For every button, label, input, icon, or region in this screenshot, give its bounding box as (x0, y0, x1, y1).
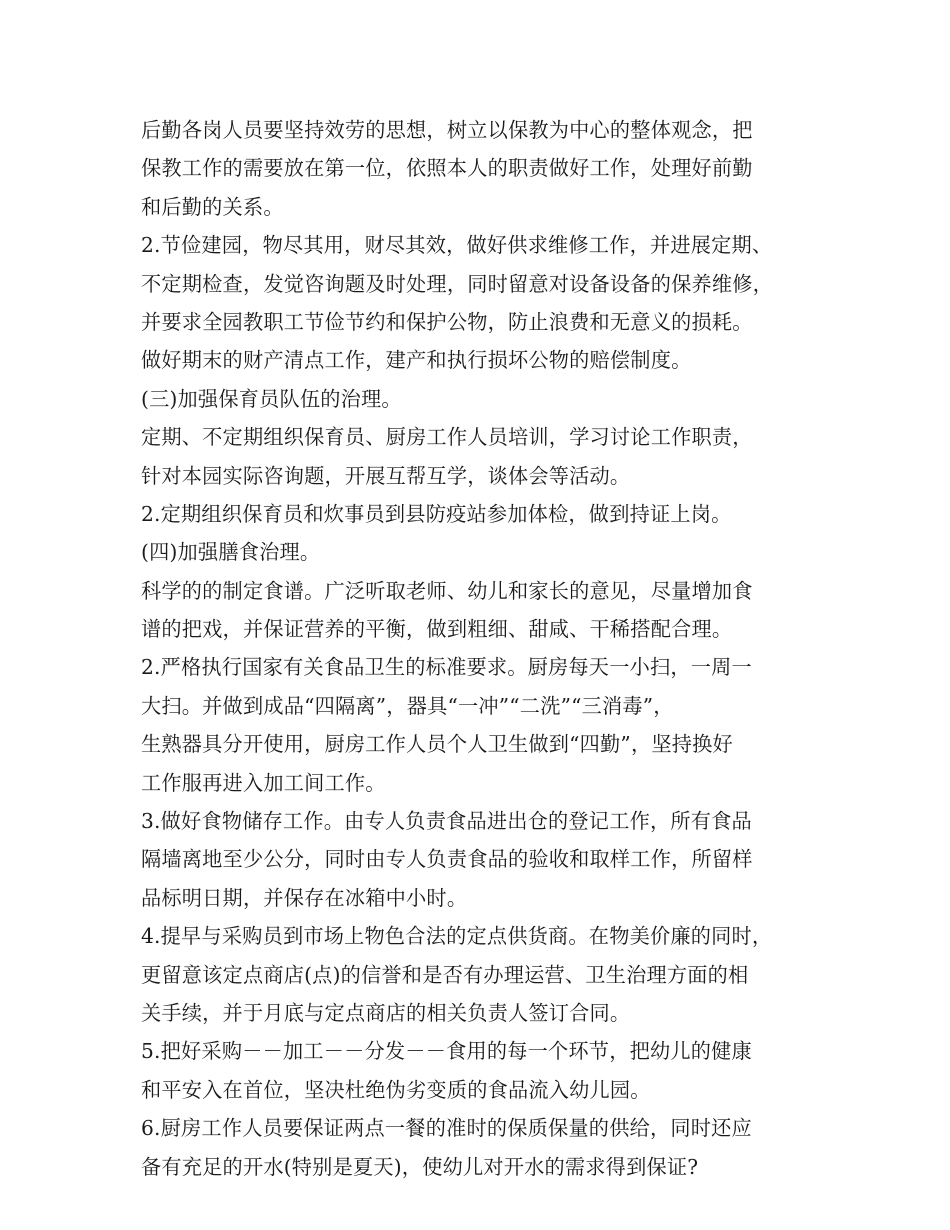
text-line: 做好期末的财产清点工作，建产和执行损坏公物的赔偿制度。 (141, 348, 692, 373)
text-line: 定期、不定期组织保育员、厨房工作人员培训，学习讨论工作职责， (141, 425, 753, 450)
text-line: 不定期检查，发觉咨询题及时处理，同时留意对设备设备的保养维修， (141, 271, 774, 296)
text-line: 保教工作的需要放在第一位，依照本人的职责做好工作，处理好前勤 (141, 156, 753, 181)
text-line: 5.把好采购－－加工－－分发－－食用的每一个环节，把幼儿的健康 (141, 1039, 752, 1064)
document-body (141, 111, 821, 1186)
text-line: 4.提早与采购员到市场上物色合法的定点供货商。在物美价廉的同时， (141, 924, 773, 949)
text-line: 6.厨房工作人员要保证两点一餐的准时的保质保量的供给，同时还应 (141, 1116, 752, 1141)
text-line: 科学的的制定食谱。广泛听取老师、幼儿和家长的意见，尽量增加食 (141, 578, 753, 603)
text-line: 更留意该定点商店(点)的信誉和是否有办理运营、卫生治理方面的相 (141, 962, 749, 987)
text-line: 大扫。并做到成品“四隔离”，器具“一冲”“二洗”“三消毒”， (141, 693, 674, 718)
text-line: 3.做好食物储存工作。由专人负责食品进出仓的登记工作，所有食品 (141, 809, 752, 834)
text-line: 谱的把戏，并保证营养的平衡，做到粗细、甜咸、干稀搭配合理。 (141, 617, 733, 642)
text-line: 关手续，并于月底与定点商店的相关负责人签订合同。 (141, 1000, 631, 1025)
text-line: 2.严格执行国家有关食品卫生的标准要求。厨房每天一小扫，一周一 (141, 655, 752, 680)
text-line: 并要求全园教职工节俭节约和保护公物，防止浪费和无意义的损耗。 (141, 309, 753, 334)
section-heading: (四)加强膳食治理。 (141, 540, 321, 565)
text-line: 生熟器具分开使用，厨房工作人员个人卫生做到“四勤”，坚持换好 (141, 732, 733, 757)
text-line: 备有充足的开水(特别是夏天)，使幼儿对开水的需求得到保证? (141, 1154, 699, 1179)
text-line: 2.定期组织保育员和炊事员到县防疫站参加体检，做到持证上岗。 (141, 501, 732, 526)
text-line: 针对本园实际咨询题，开展互帮互学，谈体会等活动。 (141, 463, 631, 488)
section-heading: (三)加强保育员队伍的治理。 (141, 386, 402, 411)
text-line: 后勤各岗人员要坚持效劳的思想，树立以保教为中心的整体观念，把 (141, 118, 753, 142)
text-line: 隔墙离地至少公分，同时由专人负责食品的验收和取样工作，所留样 (141, 847, 753, 872)
text-line: 和后勤的关系。 (141, 194, 284, 219)
text-line: 工作服再进入加工间工作。 (141, 770, 386, 795)
text-line: 2.节俭建园，物尽其用，财尽其效，做好供求维修工作，并进展定期、 (141, 233, 773, 258)
text-line: 品标明日期，并保存在冰箱中小时。 (141, 885, 468, 910)
text-line: 和平安入在首位，坚决杜绝伪劣变质的食品流入幼儿园。 (141, 1077, 651, 1102)
